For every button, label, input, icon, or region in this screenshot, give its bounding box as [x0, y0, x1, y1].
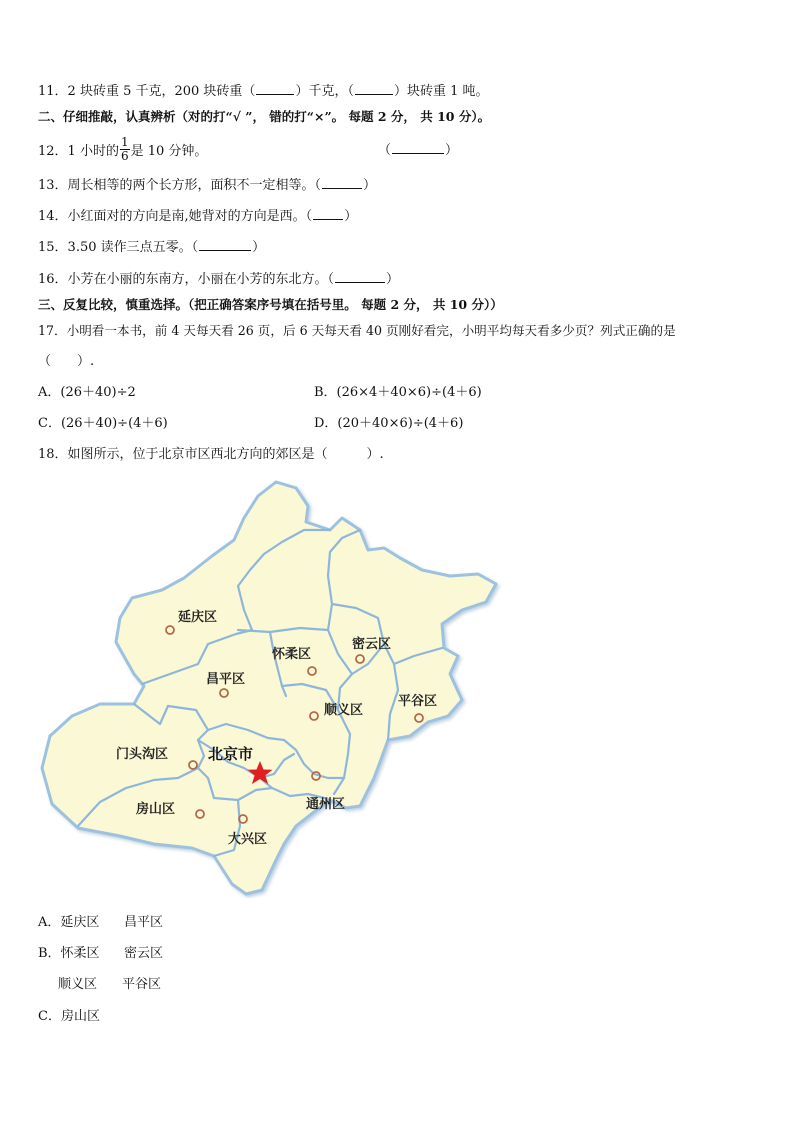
q11-text-a: 11．2 块砖重 5 千克，200 块砖重（ [38, 84, 256, 99]
q16-text: 16．小芳在小丽的东南方，小丽在小芳的东北方。（ [38, 272, 335, 287]
q11-blank-2[interactable] [355, 82, 393, 95]
q14-text: 14．小红面对的方向是南,她背对的方向是西。（ [38, 209, 313, 224]
label-daxing: 大兴区 [228, 832, 268, 847]
label-pinggu: 平谷区 [398, 694, 438, 709]
q17-option-b[interactable]: B．(26×4＋40×6)÷(4＋6) [314, 385, 482, 400]
label-yanqing: 延庆区 [178, 610, 218, 625]
q12-text-a: 12．1 小时的 [38, 144, 119, 159]
label-beijing-city: 北京市 [208, 745, 254, 763]
q12-fraction [120, 136, 130, 163]
q18-option-b-3: 顺义区 [58, 977, 98, 992]
label-tongzhou: 通州区 [306, 797, 346, 812]
q15-blank[interactable] [199, 238, 251, 251]
q12-answer-paren [378, 141, 458, 160]
label-shunyi: 顺义区 [324, 703, 364, 718]
question-15 [38, 238, 265, 257]
q18-option-a[interactable]: A．延庆区 [38, 915, 100, 930]
question-17-line-2: （ ）. [38, 354, 95, 369]
section-2-heading: 二、仔细推敲，认真辨析（对的打“√ ”， 错的打“×”。 每题 2 分， 共 10 分）。 [38, 109, 491, 124]
fraction-denominator: 6 [120, 149, 129, 163]
q13-close: ） [363, 178, 377, 193]
q18-option-b[interactable]: B．怀柔区 [38, 946, 100, 961]
question-13 [38, 176, 376, 195]
label-miyun: 密云区 [352, 637, 392, 652]
q12-paren-open: （ [378, 143, 392, 158]
q11-text-c: ）块砖重 1 吨。 [393, 84, 489, 99]
fraction-numerator: 1 [120, 135, 129, 149]
label-fangshan: 房山区 [136, 802, 176, 817]
q17-option-d[interactable]: D．(20＋40×6)÷(4＋6) [314, 416, 464, 431]
q18-option-b-2: 密云区 [124, 946, 164, 961]
q12-paren-close: ） [445, 143, 459, 158]
label-huairou: 怀柔区 [272, 647, 312, 662]
map-land [42, 482, 496, 894]
q13-blank[interactable] [322, 176, 362, 189]
question-16 [38, 270, 399, 289]
q17-option-c[interactable]: C．(26＋40)÷(4＋6) [38, 416, 168, 431]
q12-text-b: 是 10 分钟。 [130, 144, 208, 159]
q12-blank[interactable] [392, 141, 444, 154]
q11-blank-1[interactable] [256, 82, 294, 95]
q13-text: 13．周长相等的两个长方形，面积不一定相等。（ [38, 178, 322, 193]
question-12 [38, 135, 208, 165]
question-17-line-1: 17．小明看一本书，前 4 天每天看 26 页，后 6 天每天看 40 页刚好看完，小明平均每天看多少页？列式正确的是 [38, 323, 676, 338]
question-14 [38, 207, 357, 226]
beijing-district-map [38, 478, 508, 898]
q17-option-a[interactable]: A．(26＋40)÷2 [38, 385, 136, 400]
question-11 [38, 82, 489, 101]
question-18: 18．如图所示，位于北京市区西北方向的郊区是（ ）. [38, 447, 384, 462]
q16-blank[interactable] [335, 270, 385, 283]
label-changping: 昌平区 [206, 672, 246, 687]
q18-option-c[interactable]: C．房山区 [38, 1009, 100, 1024]
q15-text: 15．3.50 读作三点五零。（ [38, 240, 199, 255]
q15-close: ） [252, 240, 266, 255]
q18-option-a-2: 昌平区 [124, 915, 164, 930]
q18-option-b-4: 平谷区 [122, 977, 162, 992]
q14-close: ） [344, 209, 358, 224]
q16-close: ） [386, 272, 400, 287]
q14-blank[interactable] [313, 207, 343, 220]
section-3-heading: 三、反复比较，慎重选择。（把正确答案序号填在括号里。 每题 2 分， 共 10 分）） [38, 297, 503, 312]
q11-text-b: ）千克，（ [295, 84, 354, 99]
label-mentougou: 门头沟区 [116, 747, 169, 762]
